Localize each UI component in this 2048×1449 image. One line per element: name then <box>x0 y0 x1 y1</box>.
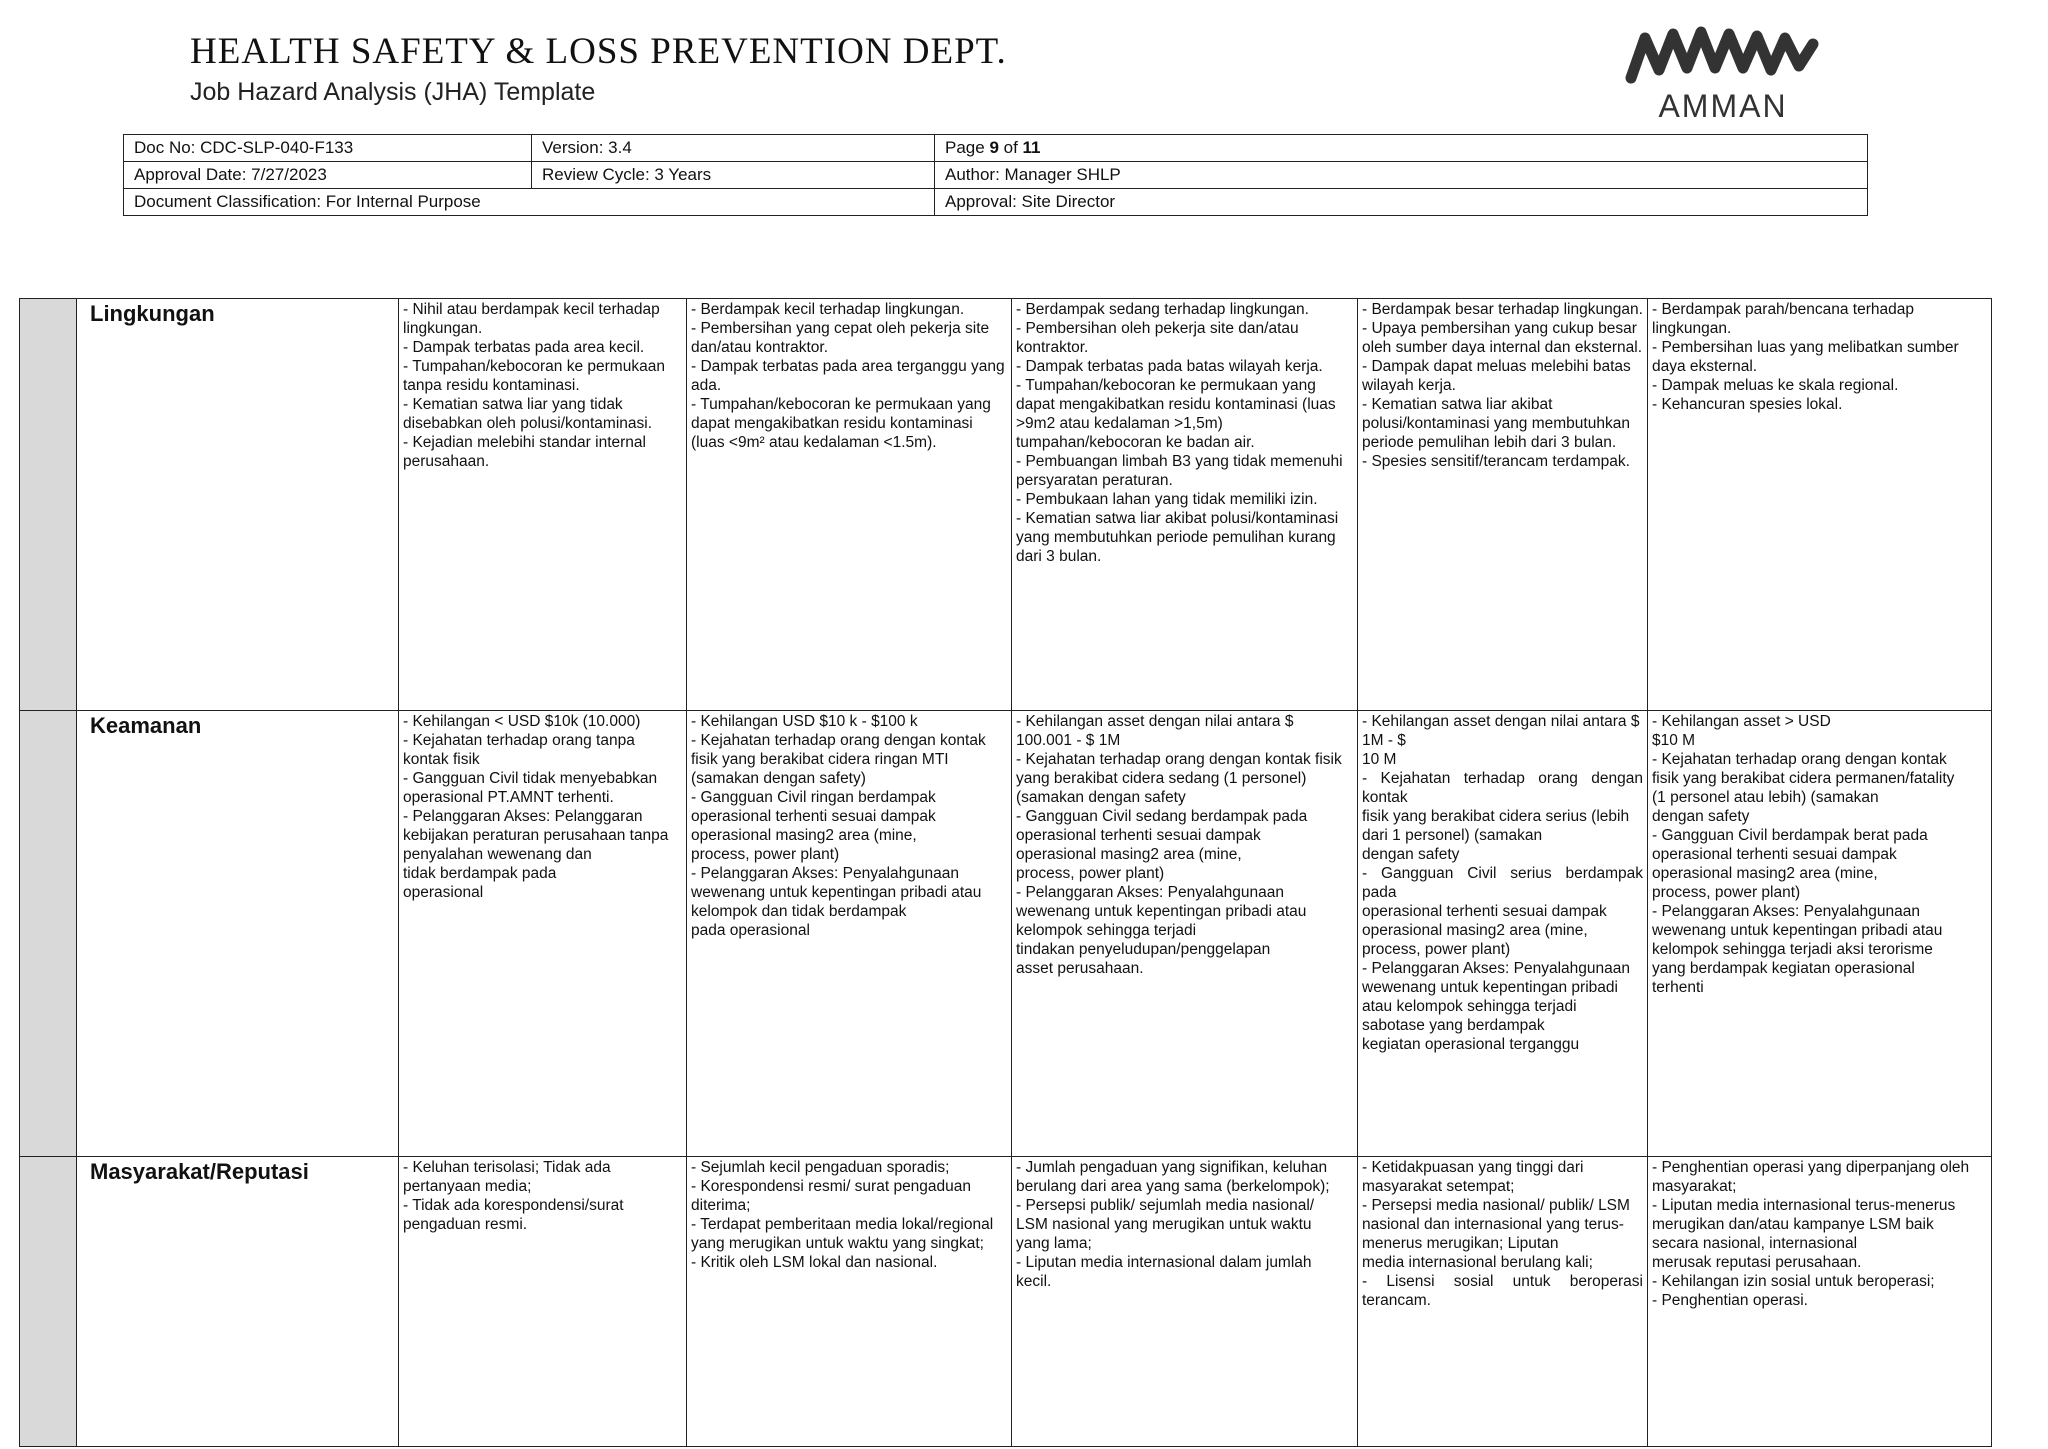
cell-line: - Nihil atau berdampak kecil terhadap <box>403 301 660 318</box>
consequence-cell <box>1648 299 1992 711</box>
cell-line: operasional terhenti sesuai dampak <box>1016 827 1261 844</box>
cell-line: kelompok sehingga terjadi aksi terorisme <box>1652 941 1933 958</box>
consequence-cell <box>1012 711 1358 1157</box>
doc-number: Doc No: CDC-SLP-040-F133 <box>124 135 532 162</box>
cell-line: (samakan dengan safety <box>1016 789 1186 806</box>
consequence-cell <box>399 711 687 1157</box>
cell-line: operasional masing2 area (mine, <box>1652 865 1878 882</box>
cell-line: - Sejumlah kecil pengaduan sporadis; <box>691 1159 950 1176</box>
cell-line: lingkungan. <box>403 320 483 337</box>
cell-line: tidak berdampak pada <box>403 865 557 882</box>
cell-line: kontak fisik <box>403 751 480 768</box>
cell-line: lingkungan. <box>1652 320 1732 337</box>
consequence-cell <box>399 1157 687 1447</box>
row-marker <box>20 711 77 1157</box>
cell-line: dan/atau kontraktor. <box>691 339 829 356</box>
cell-line: process, power plant) <box>1362 941 1511 958</box>
cell-line: - Pembersihan oleh pekerja site dan/atau <box>1016 320 1299 337</box>
cell-line: wewenang untuk kepentingan pribadi atau <box>1652 922 1943 939</box>
cell-line: - Persepsi media nasional/ publik/ LSM <box>1362 1197 1630 1214</box>
cell-line: operasional terhenti sesuai dampak <box>691 808 936 825</box>
cell-line: - Lisensi sosial untuk beroperasi terancam. <box>1362 1273 1643 1309</box>
cell-line: kecil. <box>1016 1273 1052 1290</box>
row-marker <box>20 299 77 711</box>
cell-line: - Kehancuran spesies lokal. <box>1652 396 1843 413</box>
cell-line: dari 3 bulan. <box>1016 548 1102 565</box>
cell-line: - Dampak terbatas pada area terganggu yang <box>691 358 1005 375</box>
amman-logo-mark-icon <box>1625 20 1825 90</box>
cell-line: penyalahan wewenang dan <box>403 846 592 863</box>
cell-line: kebijakan peraturan perusahaan tanpa <box>403 827 669 844</box>
cell-line: - Kematian satwa liar yang tidak <box>403 396 623 413</box>
consequence-cell <box>399 299 687 711</box>
cell-line: - Dampak terbatas pada batas wilayah kerja. <box>1016 358 1323 375</box>
cell-line: (luas <9m² atau kedalaman <1.5m). <box>691 434 937 451</box>
cell-line: kelompok dan tidak berdampak <box>691 903 907 920</box>
cell-line: - Gangguan Civil tidak menyebabkan <box>403 770 658 787</box>
cell-line: operasional masing2 area (mine, <box>1362 922 1588 939</box>
cell-line: - Upaya pembersihan yang cukup besar <box>1362 320 1637 337</box>
cell-line: diterima; <box>691 1197 751 1214</box>
document-classification: Document Classification: For Internal Purpose <box>124 189 935 216</box>
cell-line: - Jumlah pengaduan yang signifikan, keluhan <box>1016 1159 1328 1176</box>
cell-line: - Dampak terbatas pada area kecil. <box>403 339 645 356</box>
cell-line: - Kehilangan asset > USD <box>1652 713 1831 730</box>
cell-line: polusi/kontaminasi yang membutuhkan <box>1362 415 1630 432</box>
consequence-cell <box>1358 711 1648 1157</box>
cell-line: operasional terhenti sesuai dampak <box>1362 903 1607 920</box>
cell-line: perusahaan. <box>403 453 490 470</box>
cell-line: operasional PT.AMNT terhenti. <box>403 789 614 806</box>
cell-line: menerus merugikan; Liputan <box>1362 1235 1559 1252</box>
cell-line: - Gangguan Civil serius berdampak pada <box>1362 865 1643 901</box>
cell-line: atau kelompok sehingga terjadi <box>1362 998 1577 1015</box>
cell-line: yang berdampak kegiatan operasional <box>1652 960 1915 977</box>
cell-line: - Pelanggaran Akses: Pelanggaran <box>403 808 643 825</box>
document-control-table <box>123 134 1868 216</box>
cell-line: - Berdampak besar terhadap lingkungan. <box>1362 301 1643 318</box>
document-subtitle: Job Hazard Analysis (JHA) Template <box>190 78 596 106</box>
cell-line: - Kejahatan terhadap orang tanpa <box>403 732 635 749</box>
cell-line: - Terdapat pemberitaan media lokal/regional <box>691 1216 994 1233</box>
cell-line: yang berakibat cidera sedang (1 personel) <box>1016 770 1307 787</box>
cell-line: pertanyaan media; <box>403 1178 532 1195</box>
cell-line: merugikan dan/atau kampanye LSM baik <box>1652 1216 1934 1233</box>
cell-line: - Dampak dapat meluas melebihi batas <box>1362 358 1631 375</box>
cell-line: - Penghentian operasi. <box>1652 1292 1808 1309</box>
cell-line: - Liputan media internasional terus-menerus <box>1652 1197 1956 1214</box>
cell-line: - Kehilangan USD $10 k - $100 k <box>691 713 918 730</box>
cell-line: - Tumpahan/kebocoran ke permukaan <box>403 358 665 375</box>
cell-line: process, power plant) <box>1016 865 1165 882</box>
page-of: of <box>998 138 1023 157</box>
consequence-matrix-table <box>19 298 1992 1447</box>
cell-line: tindakan penyeludupan/penggelapan <box>1016 941 1271 958</box>
cell-line: - Pelanggaran Akses: Penyalahgunaan <box>691 865 960 882</box>
cell-line: (1 personel atau lebih) (samakan <box>1652 789 1879 806</box>
cell-line: oleh sumber daya internal dan eksternal. <box>1362 339 1643 356</box>
cell-line: ada. <box>691 377 722 394</box>
cell-line: wilayah kerja. <box>1362 377 1456 394</box>
cell-line: LSM nasional yang merugikan untuk waktu <box>1016 1216 1312 1233</box>
cell-line: - Kehilangan asset dengan nilai antara $ <box>1016 713 1294 730</box>
cell-line: berulang dari area yang sama (berkelompok); <box>1016 1178 1330 1195</box>
cell-line: - Gangguan Civil berdampak berat pada <box>1652 827 1928 844</box>
cell-line: tanpa residu kontaminasi. <box>403 377 580 394</box>
cell-line: fisik yang berakibat cidera permanen/fatality <box>1652 770 1955 787</box>
approval-date: Approval Date: 7/27/2023 <box>124 162 532 189</box>
cell-line: terhenti <box>1652 979 1704 996</box>
author: Author: Manager SHLP <box>935 162 1868 189</box>
consequence-cell <box>1648 1157 1992 1447</box>
page-current: 9 <box>989 138 999 157</box>
cell-line: - Kejahatan terhadap orang dengan kontak fisik <box>1016 751 1342 768</box>
cell-line: (samakan dengan safety) <box>691 770 866 787</box>
cell-line: - Kejahatan terhadap orang dengan kontak <box>1652 751 1947 768</box>
cell-line: - Kejadian melebihi standar internal <box>403 434 646 451</box>
cell-line: dengan safety <box>1362 846 1460 863</box>
cell-line: >9m2 atau kedalaman >1,5m) <box>1016 415 1223 432</box>
page-label: Page <box>945 138 990 157</box>
review-cycle: Review Cycle: 3 Years <box>532 162 935 189</box>
cell-line: - Pembukaan lahan yang tidak memiliki izin. <box>1016 491 1318 508</box>
cell-line: kelompok sehingga terjadi <box>1016 922 1197 939</box>
cell-line: operasional masing2 area (mine, <box>691 827 917 844</box>
cell-line: - Kritik oleh LSM lokal dan nasional. <box>691 1254 938 1271</box>
table-row <box>20 711 1992 1157</box>
cell-line: operasional <box>403 884 484 901</box>
cell-line: - Berdampak parah/bencana terhadap <box>1652 301 1914 318</box>
page-total: 11 <box>1022 138 1041 157</box>
cell-line: 100.001 - $ 1M <box>1016 732 1121 749</box>
cell-line: operasional terhenti sesuai dampak <box>1652 846 1897 863</box>
cell-line: - Kematian satwa liar akibat <box>1362 396 1553 413</box>
cell-line: masyarakat; <box>1652 1178 1737 1195</box>
consequence-cell <box>1358 1157 1648 1447</box>
cell-line: merusak reputasi perusahaan. <box>1652 1254 1862 1271</box>
cell-line: daya eksternal. <box>1652 358 1758 375</box>
cell-line: - Kehilangan < USD $10k (10.000) <box>403 713 641 730</box>
consequence-cell <box>1012 299 1358 711</box>
cell-line: yang lama; <box>1016 1235 1092 1252</box>
cell-line: - Berdampak kecil terhadap lingkungan. <box>691 301 965 318</box>
cell-line: wewenang untuk kepentingan pribadi <box>1362 979 1618 996</box>
cell-line: 1M - $ <box>1362 732 1406 749</box>
cell-line: $10 M <box>1652 732 1696 749</box>
cell-line: - Kehilangan izin sosial untuk beroperasi; <box>1652 1273 1935 1290</box>
page-number <box>935 135 1868 162</box>
cell-line: - Kehilangan asset dengan nilai antara $ <box>1362 713 1640 730</box>
cell-line: media internasional berulang kali; <box>1362 1254 1593 1271</box>
cell-line: operasional masing2 area (mine, <box>1016 846 1242 863</box>
cell-line: wewenang untuk kepentingan pribadi atau <box>1016 903 1307 920</box>
table-row <box>20 299 1992 711</box>
cell-line: - Ketidakpuasan yang tinggi dari <box>1362 1159 1584 1176</box>
category-label: Lingkungan <box>77 299 399 711</box>
cell-line: - Pembuangan limbah B3 yang tidak memenuhi <box>1016 453 1343 470</box>
cell-line: - Dampak meluas ke skala regional. <box>1652 377 1899 394</box>
cell-line: persyaratan peraturan. <box>1016 472 1173 489</box>
cell-line: - Tumpahan/kebocoran ke permukaan yang <box>691 396 991 413</box>
cell-line: process, power plant) <box>691 846 840 863</box>
cell-line: dapat mengakibatkan residu kontaminasi <box>691 415 973 432</box>
cell-line: 10 M <box>1362 751 1397 768</box>
cell-line: - Pelanggaran Akses: Penyalahgunaan <box>1652 903 1921 920</box>
logo-wordmark: AMMAN <box>1658 88 1788 124</box>
cell-line: - Gangguan Civil ringan berdampak <box>691 789 936 806</box>
cell-line: - Kematian satwa liar akibat polusi/kontaminasi <box>1016 510 1339 527</box>
cell-line: - Pembersihan yang cepat oleh pekerja site <box>691 320 990 337</box>
cell-line: - Spesies sensitif/terancam terdampak. <box>1362 453 1630 470</box>
table-row <box>20 1157 1992 1447</box>
category-label: Masyarakat/Reputasi <box>77 1157 399 1447</box>
cell-line: - Gangguan Civil sedang berdampak pada <box>1016 808 1308 825</box>
cell-line: asset perusahaan. <box>1016 960 1144 977</box>
approval: Approval: Site Director <box>935 189 1868 216</box>
cell-line: masyarakat setempat; <box>1362 1178 1515 1195</box>
cell-line: - Pelanggaran Akses: Penyalahgunaan <box>1016 884 1285 901</box>
cell-line: pada operasional <box>691 922 810 939</box>
cell-line: nasional dan internasional yang terus- <box>1362 1216 1624 1233</box>
cell-line: pengaduan resmi. <box>403 1216 528 1233</box>
cell-line: yang merugikan untuk waktu yang singkat; <box>691 1235 984 1252</box>
cell-line: - Pelanggaran Akses: Penyalahgunaan <box>1362 960 1631 977</box>
cell-line: periode pemulihan lebih dari 3 bulan. <box>1362 434 1617 451</box>
cell-line: disebabkan oleh polusi/kontaminasi. <box>403 415 653 432</box>
version: Version: 3.4 <box>532 135 935 162</box>
document-title: HEALTH SAFETY & LOSS PREVENTION DEPT. <box>190 31 1007 72</box>
cell-line: - Pembersihan luas yang melibatkan sumber <box>1652 339 1959 356</box>
cell-line: - Persepsi publik/ sejumlah media nasional/ <box>1016 1197 1315 1214</box>
cell-line: kegiatan operasional terganggu <box>1362 1036 1580 1053</box>
cell-line: - Keluhan terisolasi; Tidak ada <box>403 1159 611 1176</box>
consequence-cell <box>1648 711 1992 1157</box>
consequence-cell <box>687 711 1012 1157</box>
cell-line: secara nasional, internasional <box>1652 1235 1858 1252</box>
consequence-cell <box>1012 1157 1358 1447</box>
cell-line: yang membutuhkan periode pemulihan kurang <box>1016 529 1336 546</box>
cell-line: - Korespondensi resmi/ surat pengaduan <box>691 1178 972 1195</box>
consequence-cell <box>1358 299 1648 711</box>
cell-line: dengan safety <box>1652 808 1750 825</box>
cell-line: dari 1 personel) (samakan <box>1362 827 1543 844</box>
cell-line: kontraktor. <box>1016 339 1089 356</box>
row-marker <box>20 1157 77 1447</box>
cell-line: - Tidak ada korespondensi/surat <box>403 1197 624 1214</box>
cell-line: - Tumpahan/kebocoran ke permukaan yang <box>1016 377 1316 394</box>
cell-line: fisik yang berakibat cidera serius (lebih <box>1362 808 1630 825</box>
cell-line: - Kejahatan terhadap orang dengan kontak <box>691 732 986 749</box>
cell-line: wewenang untuk kepentingan pribadi atau <box>691 884 982 901</box>
cell-line: tumpahan/kebocoran ke badan air. <box>1016 434 1255 451</box>
cell-line: - Liputan media internasional dalam jumlah <box>1016 1254 1312 1271</box>
consequence-cell <box>687 299 1012 711</box>
amman-logo <box>1625 20 1895 130</box>
cell-line: process, power plant) <box>1652 884 1801 901</box>
consequence-cell <box>687 1157 1012 1447</box>
cell-line: - Kejahatan terhadap orang dengan kontak <box>1362 770 1643 806</box>
cell-line: - Berdampak sedang terhadap lingkungan. <box>1016 301 1309 318</box>
cell-line: sabotase yang berdampak <box>1362 1017 1545 1034</box>
category-label: Keamanan <box>77 711 399 1157</box>
cell-line: - Penghentian operasi yang diperpanjang oleh <box>1652 1159 1970 1176</box>
cell-line: fisik yang berakibat cidera ringan MTI <box>691 751 949 768</box>
cell-line: dapat mengakibatkan residu kontaminasi (luas <box>1016 396 1336 413</box>
